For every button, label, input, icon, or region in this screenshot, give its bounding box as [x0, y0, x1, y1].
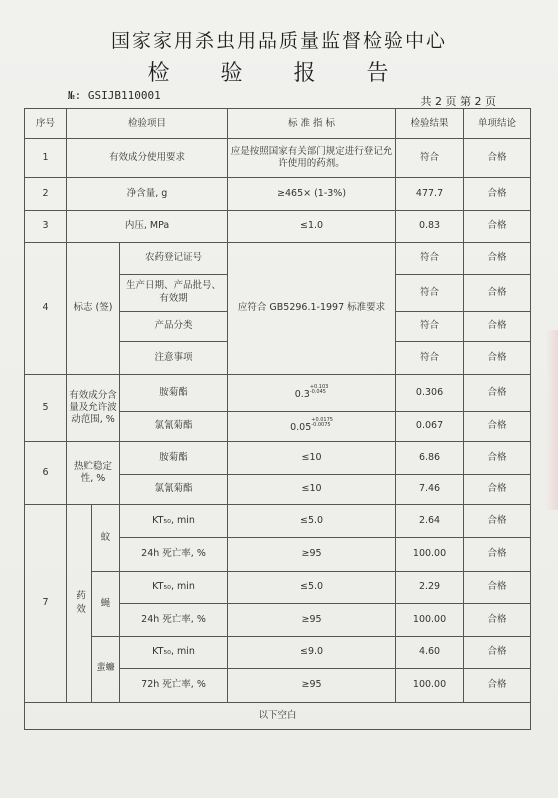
item-cell: 有效成分使用要求: [67, 139, 228, 177]
seq-cell: 1: [25, 139, 67, 177]
result-cell: 100.00: [396, 538, 464, 571]
standard-cell: ≤10: [228, 474, 396, 504]
seq-cell: 5: [25, 375, 67, 442]
conclusion-cell: 合格: [464, 275, 531, 311]
standard-cell: ≥95: [228, 604, 396, 636]
result-cell: 477.7: [396, 177, 464, 210]
item-cell: 注意事项: [120, 341, 228, 374]
standard-cell: 应符合 GB5296.1-1997 标准要求: [228, 242, 396, 375]
result-cell: 100.00: [396, 604, 464, 636]
table-row: [25, 571, 531, 603]
table-header-row: [25, 109, 531, 139]
inspection-table: [24, 108, 531, 730]
item-cell: 产品分类: [120, 311, 228, 341]
header-standard: 标 准 指 标: [228, 109, 396, 139]
seq-cell: 7: [25, 505, 67, 702]
group-cell: 药效: [67, 505, 92, 702]
item-cell: 氯氰菊酯: [120, 411, 228, 441]
standard-cell: ≤10: [228, 442, 396, 474]
conclusion-cell: 合格: [464, 139, 531, 177]
subgroup-fly: 蝇: [92, 571, 120, 636]
item-cell: 生产日期、产品批号、有效期: [120, 275, 228, 311]
table-row: [25, 177, 531, 210]
conclusion-cell: 合格: [464, 474, 531, 504]
header-seq: 序号: [25, 109, 67, 139]
result-cell: 符合: [396, 242, 464, 274]
standard-cell: ≥95: [228, 538, 396, 571]
seq-cell: 4: [25, 242, 67, 375]
report-number: №: GSIJB110001: [68, 89, 161, 102]
result-cell: 符合: [396, 275, 464, 311]
table-row: [25, 505, 531, 538]
standard-cell: 应是按照国家有关部门规定进行登记允许使用的药剂。: [228, 139, 396, 177]
subgroup-mosquito: 蚊: [92, 505, 120, 572]
conclusion-cell: 合格: [464, 311, 531, 341]
conclusion-cell: 合格: [464, 669, 531, 702]
standard-cell: 0.05 +0.0175 -0.0075: [228, 411, 396, 441]
group-cell: 有效成分含量及允许波动范围, %: [67, 375, 120, 442]
conclusion-cell: 合格: [464, 211, 531, 242]
table-row: [25, 636, 531, 668]
standard-cell: 0.3 +0.103 -0.045: [228, 375, 396, 411]
item-cell: 24h 死亡率, %: [120, 604, 228, 636]
header-item: 检验项目: [67, 109, 228, 139]
result-cell: 符合: [396, 311, 464, 341]
red-stamp-edge: [546, 330, 558, 510]
conclusion-cell: 合格: [464, 571, 531, 603]
table-row: [25, 375, 531, 411]
standard-cell: ≤5.0: [228, 505, 396, 538]
seq-cell: 6: [25, 442, 67, 505]
result-cell: 2.64: [396, 505, 464, 538]
item-cell: KT₅₀, min: [120, 636, 228, 668]
conclusion-cell: 合格: [464, 242, 531, 274]
item-cell: 氯氰菊酯: [120, 474, 228, 504]
conclusion-cell: 合格: [464, 442, 531, 474]
conclusion-cell: 合格: [464, 411, 531, 441]
table-row: [25, 242, 531, 274]
item-cell: 24h 死亡率, %: [120, 538, 228, 571]
seq-cell: 2: [25, 177, 67, 210]
item-cell: KT₅₀, min: [120, 571, 228, 603]
result-cell: 4.60: [396, 636, 464, 668]
result-cell: 7.46: [396, 474, 464, 504]
result-cell: 6.86: [396, 442, 464, 474]
conclusion-cell: 合格: [464, 177, 531, 210]
table-footer-row: [25, 702, 531, 729]
doc-title: 检 验 报 告: [147, 61, 411, 86]
standard-cell: ≤9.0: [228, 636, 396, 668]
table-row: [25, 139, 531, 177]
standard-cell: ≤5.0: [228, 571, 396, 603]
result-cell: 2.29: [396, 571, 464, 603]
item-cell: 农药登记证号: [120, 242, 228, 274]
table-row: [25, 442, 531, 474]
org-title: 国家家用杀虫用品质量监督检验中心: [110, 30, 447, 52]
group-cell: 标志 (签): [67, 242, 120, 375]
result-cell: 符合: [396, 341, 464, 374]
result-cell: 0.306: [396, 375, 464, 411]
result-cell: 符合: [396, 139, 464, 177]
result-cell: 0.83: [396, 211, 464, 242]
seq-cell: 3: [25, 211, 67, 242]
item-cell: KT₅₀, min: [120, 505, 228, 538]
conclusion-cell: 合格: [464, 538, 531, 571]
conclusion-cell: 合格: [464, 341, 531, 374]
item-cell: 胺菊酯: [120, 375, 228, 411]
conclusion-cell: 合格: [464, 636, 531, 668]
item-cell: 72h 死亡率, %: [120, 669, 228, 702]
subgroup-cockroach: 蜚蠊: [92, 636, 120, 702]
page-info: 共 2 页 第 2 页: [420, 95, 496, 108]
group-cell: 热贮稳定性, %: [67, 442, 120, 505]
conclusion-cell: 合格: [464, 375, 531, 411]
conclusion-cell: 合格: [464, 505, 531, 538]
standard-cell: ≥95: [228, 669, 396, 702]
header-result: 检验结果: [396, 109, 464, 139]
result-cell: 0.067: [396, 411, 464, 441]
standard-cell: ≥465× (1-3%): [228, 177, 396, 210]
table-row: [25, 211, 531, 242]
item-cell: 净含量, g: [67, 177, 228, 210]
blank-below-note: 以下空白: [25, 702, 531, 729]
item-cell: 内压, MPa: [67, 211, 228, 242]
result-cell: 100.00: [396, 669, 464, 702]
item-cell: 胺菊酯: [120, 442, 228, 474]
header-conclusion: 单项结论: [464, 109, 531, 139]
standard-cell: ≤1.0: [228, 211, 396, 242]
conclusion-cell: 合格: [464, 604, 531, 636]
